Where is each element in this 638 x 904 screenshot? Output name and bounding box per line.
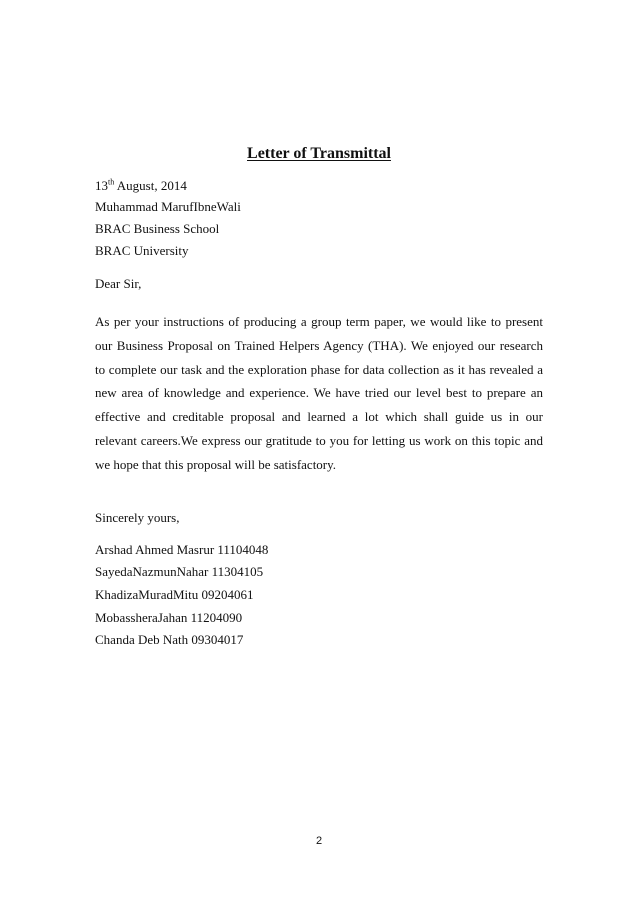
recipient-department: BRAC Business School — [95, 221, 220, 236]
letter-body: As per your instructions of producing a group term paper, we would like to present our Business Proposal on Trained Helpers Agency (THA). We enjoyed our research to complete our task and the exploration phase for data collection as it has revealed a new area of knowledge and experience. We have tried our level best to prepare an effective and creditable proposal and learned a lot which shall guide us in our relevant careers.We express our gratitude to you for letting us work on this topic and we hope that this proposal will be satisfactory. — [95, 314, 543, 472]
date-suffix: th — [108, 177, 115, 187]
signatory: KhadizaMuradMitu 09204061 — [95, 587, 254, 602]
recipient-institution: BRAC University — [95, 243, 189, 258]
signatory: MobassheraJahan 11204090 — [95, 610, 243, 625]
signatory: Chanda Deb Nath 09304017 — [95, 632, 244, 647]
signatory: Arshad Ahmed Masrur 11104048 — [95, 542, 269, 557]
letter-date — [95, 178, 187, 194]
closing: Sincerely yours, — [95, 510, 180, 525]
recipient-name: Muhammad MarufIbneWali — [95, 199, 241, 214]
page-number: 2 — [315, 835, 323, 847]
date-day: 13 — [95, 178, 108, 193]
signatory: SayedaNazmunNahar 11304105 — [95, 564, 264, 579]
letter-title: Letter of Transmittal — [247, 145, 391, 162]
date-month-year: August, 2014 — [114, 178, 187, 193]
salutation: Dear Sir, — [95, 276, 142, 291]
